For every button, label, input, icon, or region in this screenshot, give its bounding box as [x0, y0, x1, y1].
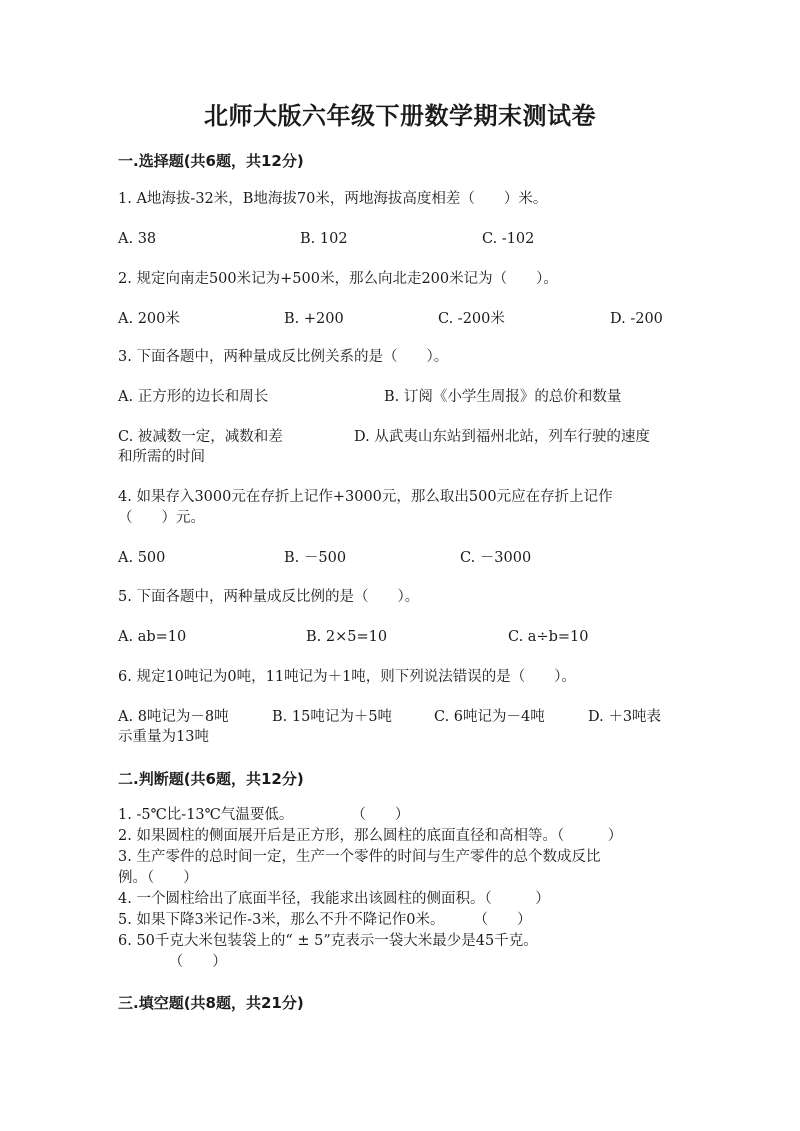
tf-item-1: 1. -5℃比-13℃气温要低。 （ ） [118, 807, 410, 823]
option-b: B. 订阅《小学生周报》的总价和数量 [384, 389, 622, 405]
question-5-stem: 5. 下面各题中，两种量成反比例的是（ ）。 [118, 589, 420, 605]
question-3-stem: 3. 下面各题中，两种量成反比例关系的是（ ）。 [118, 349, 449, 365]
option-a: A. 200米 [118, 311, 180, 327]
tf-item-3-line1: 3. 生产零件的总时间一定，生产一个零件的时间与生产零件的总个数成反比 [118, 849, 601, 865]
tf-item-2: 2. 如果圆柱的侧面展开后是正方形，那么圆柱的底面直径和高相等。（ ） [118, 828, 623, 844]
tf-item-5: 5. 如果下降3米记作-3米，那么不升不降记作0米。 （ ） [118, 912, 532, 928]
option-a: A. 8吨记为－8吨 [118, 709, 229, 725]
section-heading-multiple-choice: 一.选择题(共6题，共12分) [118, 152, 304, 170]
option-d: D. ＋3吨表 [588, 709, 662, 725]
question-1-stem: 1. A地海拔-32米，B地海拔70米，两地海拔高度相差（ ）米。 [118, 191, 548, 207]
option-d-continuation: 示重量为13吨 [118, 729, 209, 745]
tf-item-4: 4. 一个圆柱给出了底面半径，我能求出该圆柱的侧面积。（ ） [118, 891, 550, 907]
tf-item-6-line1: 6. 50千克大米包装袋上的“ ± 5”克表示一袋大米最少是45千克。 [118, 933, 538, 949]
question-2-stem: 2. 规定向南走500米记为+500米，那么向北走200米记为（ ）。 [118, 271, 558, 287]
section-heading-fill-in: 三.填空题(共8题，共21分) [118, 994, 304, 1012]
option-b: B. 2×5=10 [306, 629, 388, 645]
option-d: D. -200 [610, 311, 663, 327]
option-c: C. a÷b=10 [508, 629, 589, 645]
option-b: B. －500 [284, 550, 347, 566]
exam-title: 北师大版六年级下册数学期末测试卷 [204, 102, 596, 130]
option-c: C. －3000 [460, 550, 532, 566]
option-c: C. 6吨记为－4吨 [434, 709, 545, 725]
option-a: A. 正方形的边长和周长 [118, 389, 269, 405]
option-b: B. 15吨记为＋5吨 [272, 709, 393, 725]
option-d: D. 从武夷山东站到福州北站，列车行驶的速度 [354, 429, 650, 445]
option-a: A. ab=10 [118, 629, 187, 645]
option-a: A. 38 [118, 231, 157, 247]
option-a: A. 500 [118, 550, 166, 566]
option-d-continuation: 和所需的时间 [118, 449, 205, 465]
question-4-stem-line1: 4. 如果存入3000元在存折上记作+3000元，那么取出500元应在存折上记作 [118, 489, 613, 505]
question-6-stem: 6. 规定10吨记为0吨，11吨记为＋1吨，则下列说法错误的是（ ）。 [118, 669, 577, 685]
section-heading-true-false: 二.判断题(共6题，共12分) [118, 770, 304, 788]
question-4-stem-line2: （ ）元。 [118, 510, 205, 526]
option-c: C. -200米 [438, 311, 505, 327]
tf-item-3-line2: 例。（ ） [118, 870, 198, 886]
option-c: C. -102 [482, 231, 535, 247]
option-b: B. +200 [284, 311, 344, 327]
option-b: B. 102 [300, 231, 348, 247]
option-c: C. 被减数一定，减数和差 [118, 429, 283, 445]
tf-item-6-line2: （ ） [118, 954, 227, 970]
